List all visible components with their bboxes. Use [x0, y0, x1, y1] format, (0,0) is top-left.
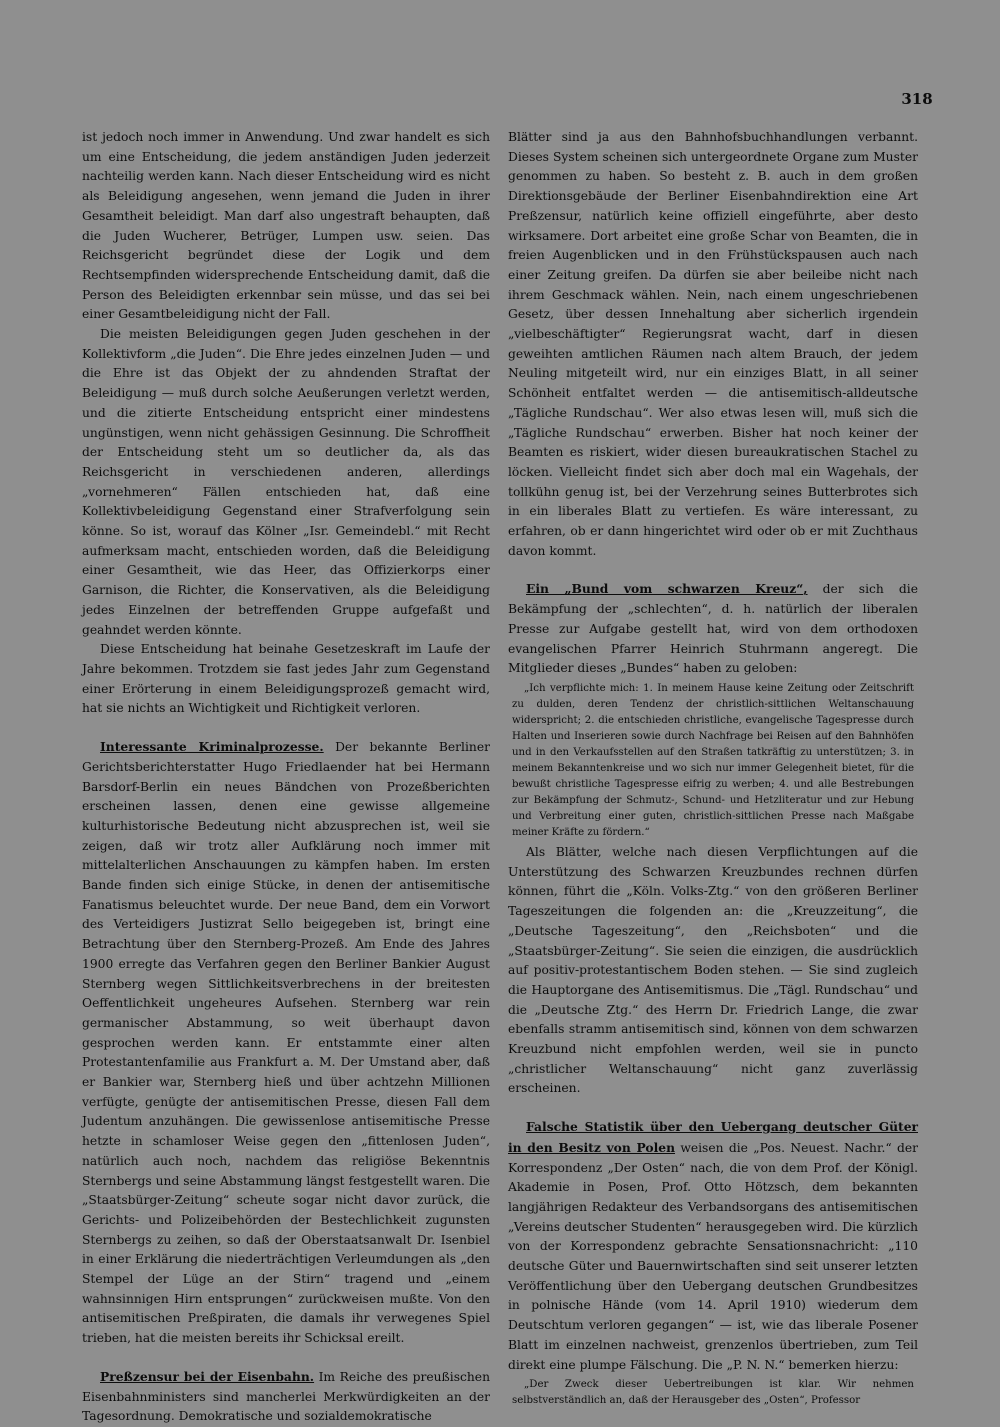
- page-number: 318: [901, 90, 933, 108]
- block-quote: „Ich verpflichte mich: 1. In meinem Hause keine Zeitung oder Zeitschrift zu dulden, deren Tendenz der christlich-sittlichen Weltanschauung widerspricht; 2. die entschieden christliche, evangelische Tagespresse durch Halten und Inserieren sowie durch Nachfrage bei Reisen auf den Bahnhöfen und in den Verkaufsstellen auf den Straßen tatkräftig zu unterstützen; 3. in meinem Bekanntenkreise und wo sich nur immer Gelegenheit bietet, für die bewußt christliche Tagespresse eifrig zu werben; 4. und alle Bestrebungen zur Bekämpfung der Schmutz-, Schund- und Hetzliteratur und zur Hebung und Verbreitung einer guten, christlich-sittlichen Presse nach Maßgabe meiner Kräfte zu fördern.“: [512, 682, 914, 838]
- section-text: Im Reiche des preußischen Eisenbahnministers sind mancherlei Merkwürdigkeiten an der Tagesordnung. Demokratische und sozialdemokratische: [82, 1369, 491, 1424]
- section-falsche-statistik: [508, 1117, 918, 1375]
- section-text: der sich die Bekämpfung der „schlechten“, d. h. natürlich der liberalen Presse zur Aufgabe gestellt hat, wird von dem orthodoxen evangelischen Pfarrer Heinrich Stuhrmann angeregt. Die Mitglieder dieses „Bundes“ haben zu geloben:: [508, 582, 919, 676]
- paragraph: Als Blätter, welche nach diesen Verpflichtungen auf die Unterstützung des Schwarzen Kreuzbundes rechnen dürfen können, führt die „Köln. Volks-Ztg.“ von den größeren Berliner Tageszeitungen die folgenden an: die „Kreuzzeitung“, die „Deutsche Tageszeitung“, den „Reichsboten“ und die „Staatsbürger-Zeitung“. Sie seien die einzigen, die ausdrücklich auf positiv-protestantischem Boden stehen. — Sie sind zugleich die Hauptorgane des Antisemitismus. Die „Tägl. Rundschau“ und die „Deutsche Ztg.“ des Herrn Dr. Friedrich Lange, die zwar ebenfalls stramm antisemitisch sind, können von dem schwarzen Kreuzbund nicht empfohlen werden, weil sie in puncto „christlicher Weltanschauung“ nicht ganz zuverlässig erscheinen.: [508, 844, 918, 1096]
- section-text: Der bekannte Berliner Gerichtsberichterstatter Hugo Friedlaender hat bei Hermann Barsdorf-Berlin ein neues Bändchen von Prozeßberichten erscheinen lassen, denen eine gewisse allgemeine kulturhistorische Bedeutung nicht abzusprechen ist, weil sie zeigen, daß wir trotz aller Aufklärung noch immer mit mittelalterlichen Anschauungen zu kämpfen haben. Im ersten Bande finden sich einige Stücke, in denen der antisemitische Fanatismus beleuchtet wurde. Der neue Band, dem ein Vorwort des Verteidigers Justizrat Sello beigegeben ist, bringt eine Betrachtung über den Sternberg-Prozeß. Am Ende des Jahres 1900 erregte das Verfahren gegen den Berliner Bankier August Sternberg wegen Sittlichkeitsverbrechens in der breitesten Oeffentlichkeit ungeheures Aufsehen. Sternberg war rein germanischer Abstammung, so weit überhaupt davon gesprochen werden kann. Er entstammte einer alten Protestantenfamilie aus Frankfurt a. M. Der Umstand aber, daß er Bankier war, Sternberg hieß und über achtzehn Millionen verfügte, genügte der antisemitischen Presse, diesen Fall dem Judentum anzuhängen. Die gewissenlose antisemitische Presse hetzte in schamloser Weise gegen den „fittenlosen Juden“, natürlich auch noch, nachdem das religiöse Bekenntnis Sternbergs und seine Abstammung längst festgestellt waren. Die „Staatsbürger-Zeitung“ scheute sogar nicht davor zurück, die Gerichts- und Polizeibehörden der Bestechlichkeit zugunsten Sternbergs zu zeihen, so daß der Oberstaatsanwalt Dr. Isenbiel in einer Erklärung die niederträchtigen Verleumdungen als „den Stempel der Lüge an der Stirn“ tragend und „einem wahnsinnigen Hirn entsprungen“ zurückweisen mußte. Von den antisemitischen Preßpiraten, die damals ihr verwegenes Spiel trieben, hat die meisten bereits ihr Schicksal ereilt.: [82, 740, 490, 1346]
- left-column: [82, 128, 490, 1427]
- section-interessante-kriminalprozesse: [82, 737, 490, 1349]
- section-heading: Ein „Bund vom schwarzen Kreuz“,: [526, 581, 808, 597]
- section-bund-vom-schwarzen-kreuz: [508, 579, 918, 679]
- section-text: weisen die „Pos. Neuest. Nachr.“ der Korrespondenz „Der Osten“ nach, die von dem Prof. der Königl. Akademie in Posen, Prof. Otto Hötzsch, dem bekannten langjährigen Redakteur des Verbandsorgans des antisemitischen „Vereins deutscher Studenten“ herausgegeben wird. Die kürzlich von der Korrespondenz gebrachte Sensationsnachricht: „110 deutsche Güter und Bauernwirtschaften sind seit unserer letzten Veröffentlichung über den Uebergang deutschen Grundbesitzes in polnische Hände (vom 14. April 1910) wiederum dem Deutschtum verloren gegangen“ — ist, wie das liberale Posener Blatt im einzelnen nachweist, grenzenlos übertrieben, zum Teil direkt eine plumpe Fälschung. Die „P. N. N.“ bemerken hierzu:: [508, 1140, 918, 1372]
- block-quote: „Der Zweck dieser Uebertreibungen ist klar. Wir nehmen selbstverständlich an, daß der Herausgeber des „Osten“, Professor: [512, 1379, 914, 1407]
- section-heading: Falsche Statistik über den Uebergang deutscher Güter in den Besitz von Polen: [508, 1119, 918, 1155]
- section-heading: Preßzensur bei der Eisenbahn.: [100, 1368, 315, 1384]
- paragraph: Diese Entscheidung hat beinahe Gesetzeskraft im Laufe der Jahre bekommen. Trotzdem sie fast jedes Jahr zum Gegenstand einer Erörterung in einem Beleidigungsprozeß gemacht wird, hat sie nichts an Wichtigkeit und Richtigkeit verloren.: [82, 642, 490, 716]
- paragraph: Blätter sind ja aus den Bahnhofsbuchhandlungen verbannt. Dieses System scheinen sich untergeordnete Organe zum Muster genommen zu haben. So besteht z. B. auch in dem großen Direktionsgebäude der Berliner Eisenbahndirektion eine Art Preßzensur, natürlich keine offiziell eingeführte, aber desto wirksamere. Dort arbeitet eine große Schar von Beamten, die in freien Augenblicken und in den Frühstückspausen auch nach einer Zeitung greifen. Da dürfen sie aber beileibe nicht nach ihrem Geschmack wählen. Nein, nach einem ungeschriebenen Gesetz, über dessen Innehaltung aber sicherlich irgendein „vielbeschäftigter“ Regierungsrat wacht, darf in diesen geweihten amtlichen Räumen nach altem Brauch, der jedem Neuling mitgeteilt wird, nur ein einziges Blatt, in all seiner Schönheit entfaltet werden — die antisemitisch-alldeutsche „Tägliche Rundschau“. Wer also etwas lesen will, muß sich die „Tägliche Rundschau“ erwerben. Bisher hat noch keiner der Beamten es riskiert, wider diesen bureaukratischen Stachel zu löcken. Vielleicht findet sich aber doch mal ein Wagehals, der tollkühn genug ist, bei der Verzehrung seines Butterbrotes sich in ein liberales Blatt zu vertiefen. Es wäre interessant, zu erfahren, ob er dann hingerichtet wird oder ob er mit Zuchthaus davon kommt.: [508, 130, 918, 558]
- section-heading: Interessante Kriminalprozesse.: [100, 739, 324, 755]
- section-presszensur: [82, 1367, 490, 1427]
- paragraph: Die meisten Beleidigungen gegen Juden geschehen in der Kollektivform „die Juden“. Die Ehre jedes einzelnen Juden — und die Ehre ist das Objekt der zu ahndenden Straftat der Beleidigung — muß durch solche Aeußerungen verletzt werden, und die zitierte Entscheidung entspricht einer mindestens ungünstigen, wenn nicht gehässigen Gesinnung. Die Schroffheit der Entscheidung steht um so deutlicher da, als das Reichsgericht in verschiedenen anderen, allerdings „vornehmeren“ Fällen entschieden hat, daß eine Kollektivbeleidigung Gegenstand einer Strafverfolgung sein könne. So ist, worauf das Kölner „Isr. Gemeindebl.“ mit Recht aufmerksam macht, entschieden worden, daß die Beleidigung einer Gesamtheit, wie das Heer, das Offizierkorps einer Garnison, die Richter, die Konservativen, als die Beleidigung jedes Einzelnen der betreffenden Gruppe aufgefaßt und geahndet werden könnte.: [82, 327, 490, 637]
- section-gap: [82, 719, 490, 737]
- section-gap: [508, 1099, 918, 1117]
- right-column: [508, 128, 918, 1411]
- paragraph: ist jedoch noch immer in Anwendung. Und zwar handelt es sich um eine Entscheidung, die jedem anständigen Juden jederzeit nachteilig werden kann. Nach dieser Entscheidung wird es nicht als Beleidigung angesehen, wenn jemand die Juden in ihrer Gesamtheit beleidigt. Man darf also ungestraft behaupten, daß die Juden Wucherer, Betrüger, Lumpen usw. seien. Das Reichsgericht begründet diese der Logik und dem Rechtsempfinden widersprechende Entscheidung damit, daß die Person des Beleidigten erkennbar sein müsse, und das sei bei einer Gesamtbeleidigung nicht der Fall.: [82, 130, 490, 322]
- section-gap: [508, 561, 918, 579]
- section-gap: [82, 1349, 490, 1367]
